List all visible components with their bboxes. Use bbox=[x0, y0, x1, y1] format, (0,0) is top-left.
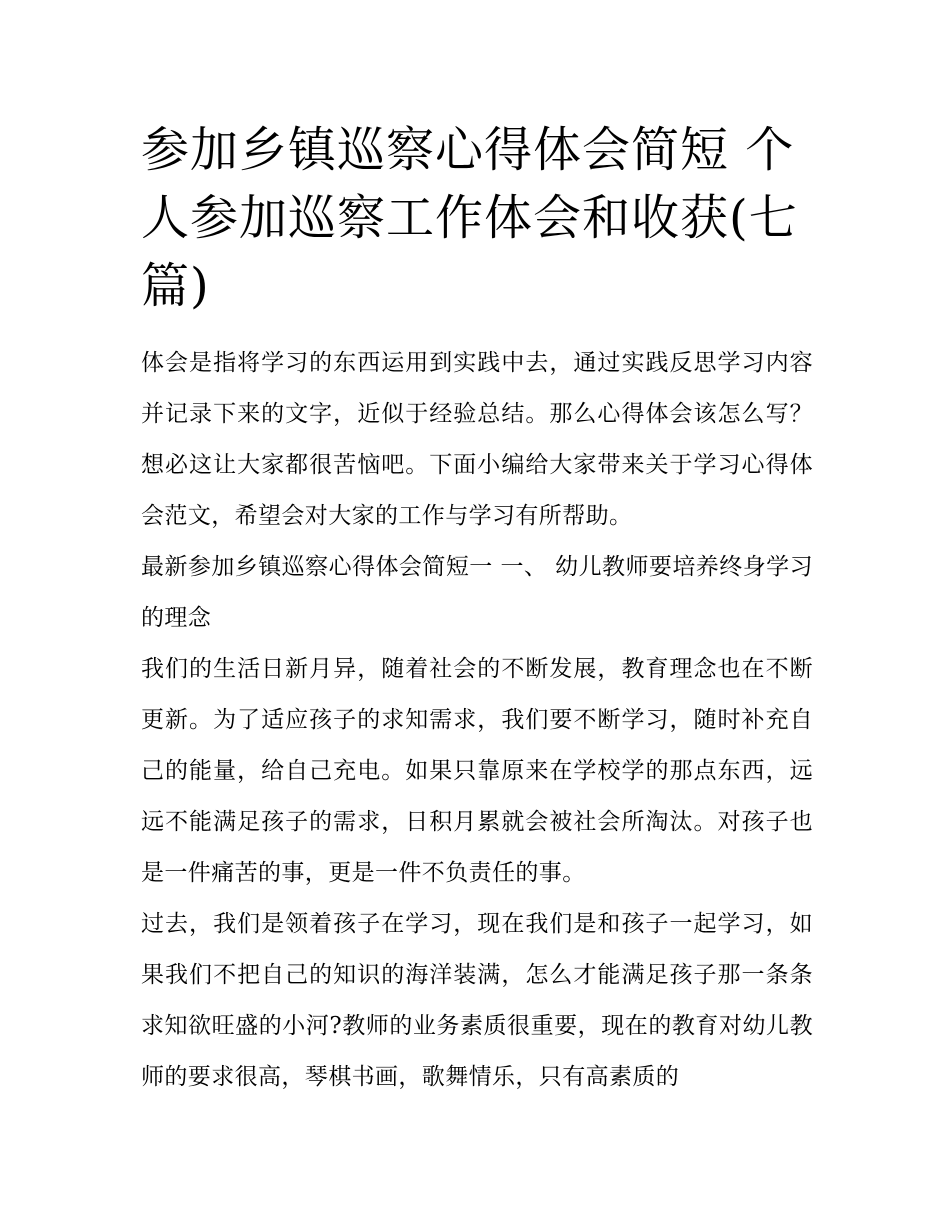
document-content bbox=[141, 116, 813, 1103]
paragraph-section-heading: 最新参加乡镇巡察心得体会简短一 一、 幼儿教师要培养终身学习的理念 bbox=[141, 554, 813, 631]
paragraph-intro: 体会是指将学习的东西运用到实践中去，通过实践反思学习内容并记录下来的文字，近似于经验总结。那么心得体会该怎么写？想必这让大家都很苦恼吧。下面小编给大家带来关于学习心得体会范文，希望会对大家的工作与学习有所帮助。 bbox=[141, 350, 813, 529]
paragraph-body-2: 过去，我们是领着孩子在学习，现在我们是和孩子一起学习，如果我们不把自己的知识的海洋装满，怎么才能满足孩子那一条条求知欲旺盛的小河?教师的业务素质很重要，现在的教育对幼儿教师的要求很高，琴棋书画，歌舞情乐，只有高素质的 bbox=[141, 911, 813, 1090]
paragraph-body-1: 我们的生活日新月异，随着社会的不断发展，教育理念也在不断更新。为了适应孩子的求知需求，我们要不断学习，随时补充自己的能量，给自己充电。如果只靠原来在学校学的那点东西，远远不能满足孩子的需求，日积月累就会被社会所淘汰。对孩子也是一件痛苦的事，更是一件不负责任的事。 bbox=[141, 656, 813, 886]
document-title: 参加乡镇巡察心得体会简短 个人参加巡察工作体会和收获(七篇) bbox=[141, 122, 798, 314]
